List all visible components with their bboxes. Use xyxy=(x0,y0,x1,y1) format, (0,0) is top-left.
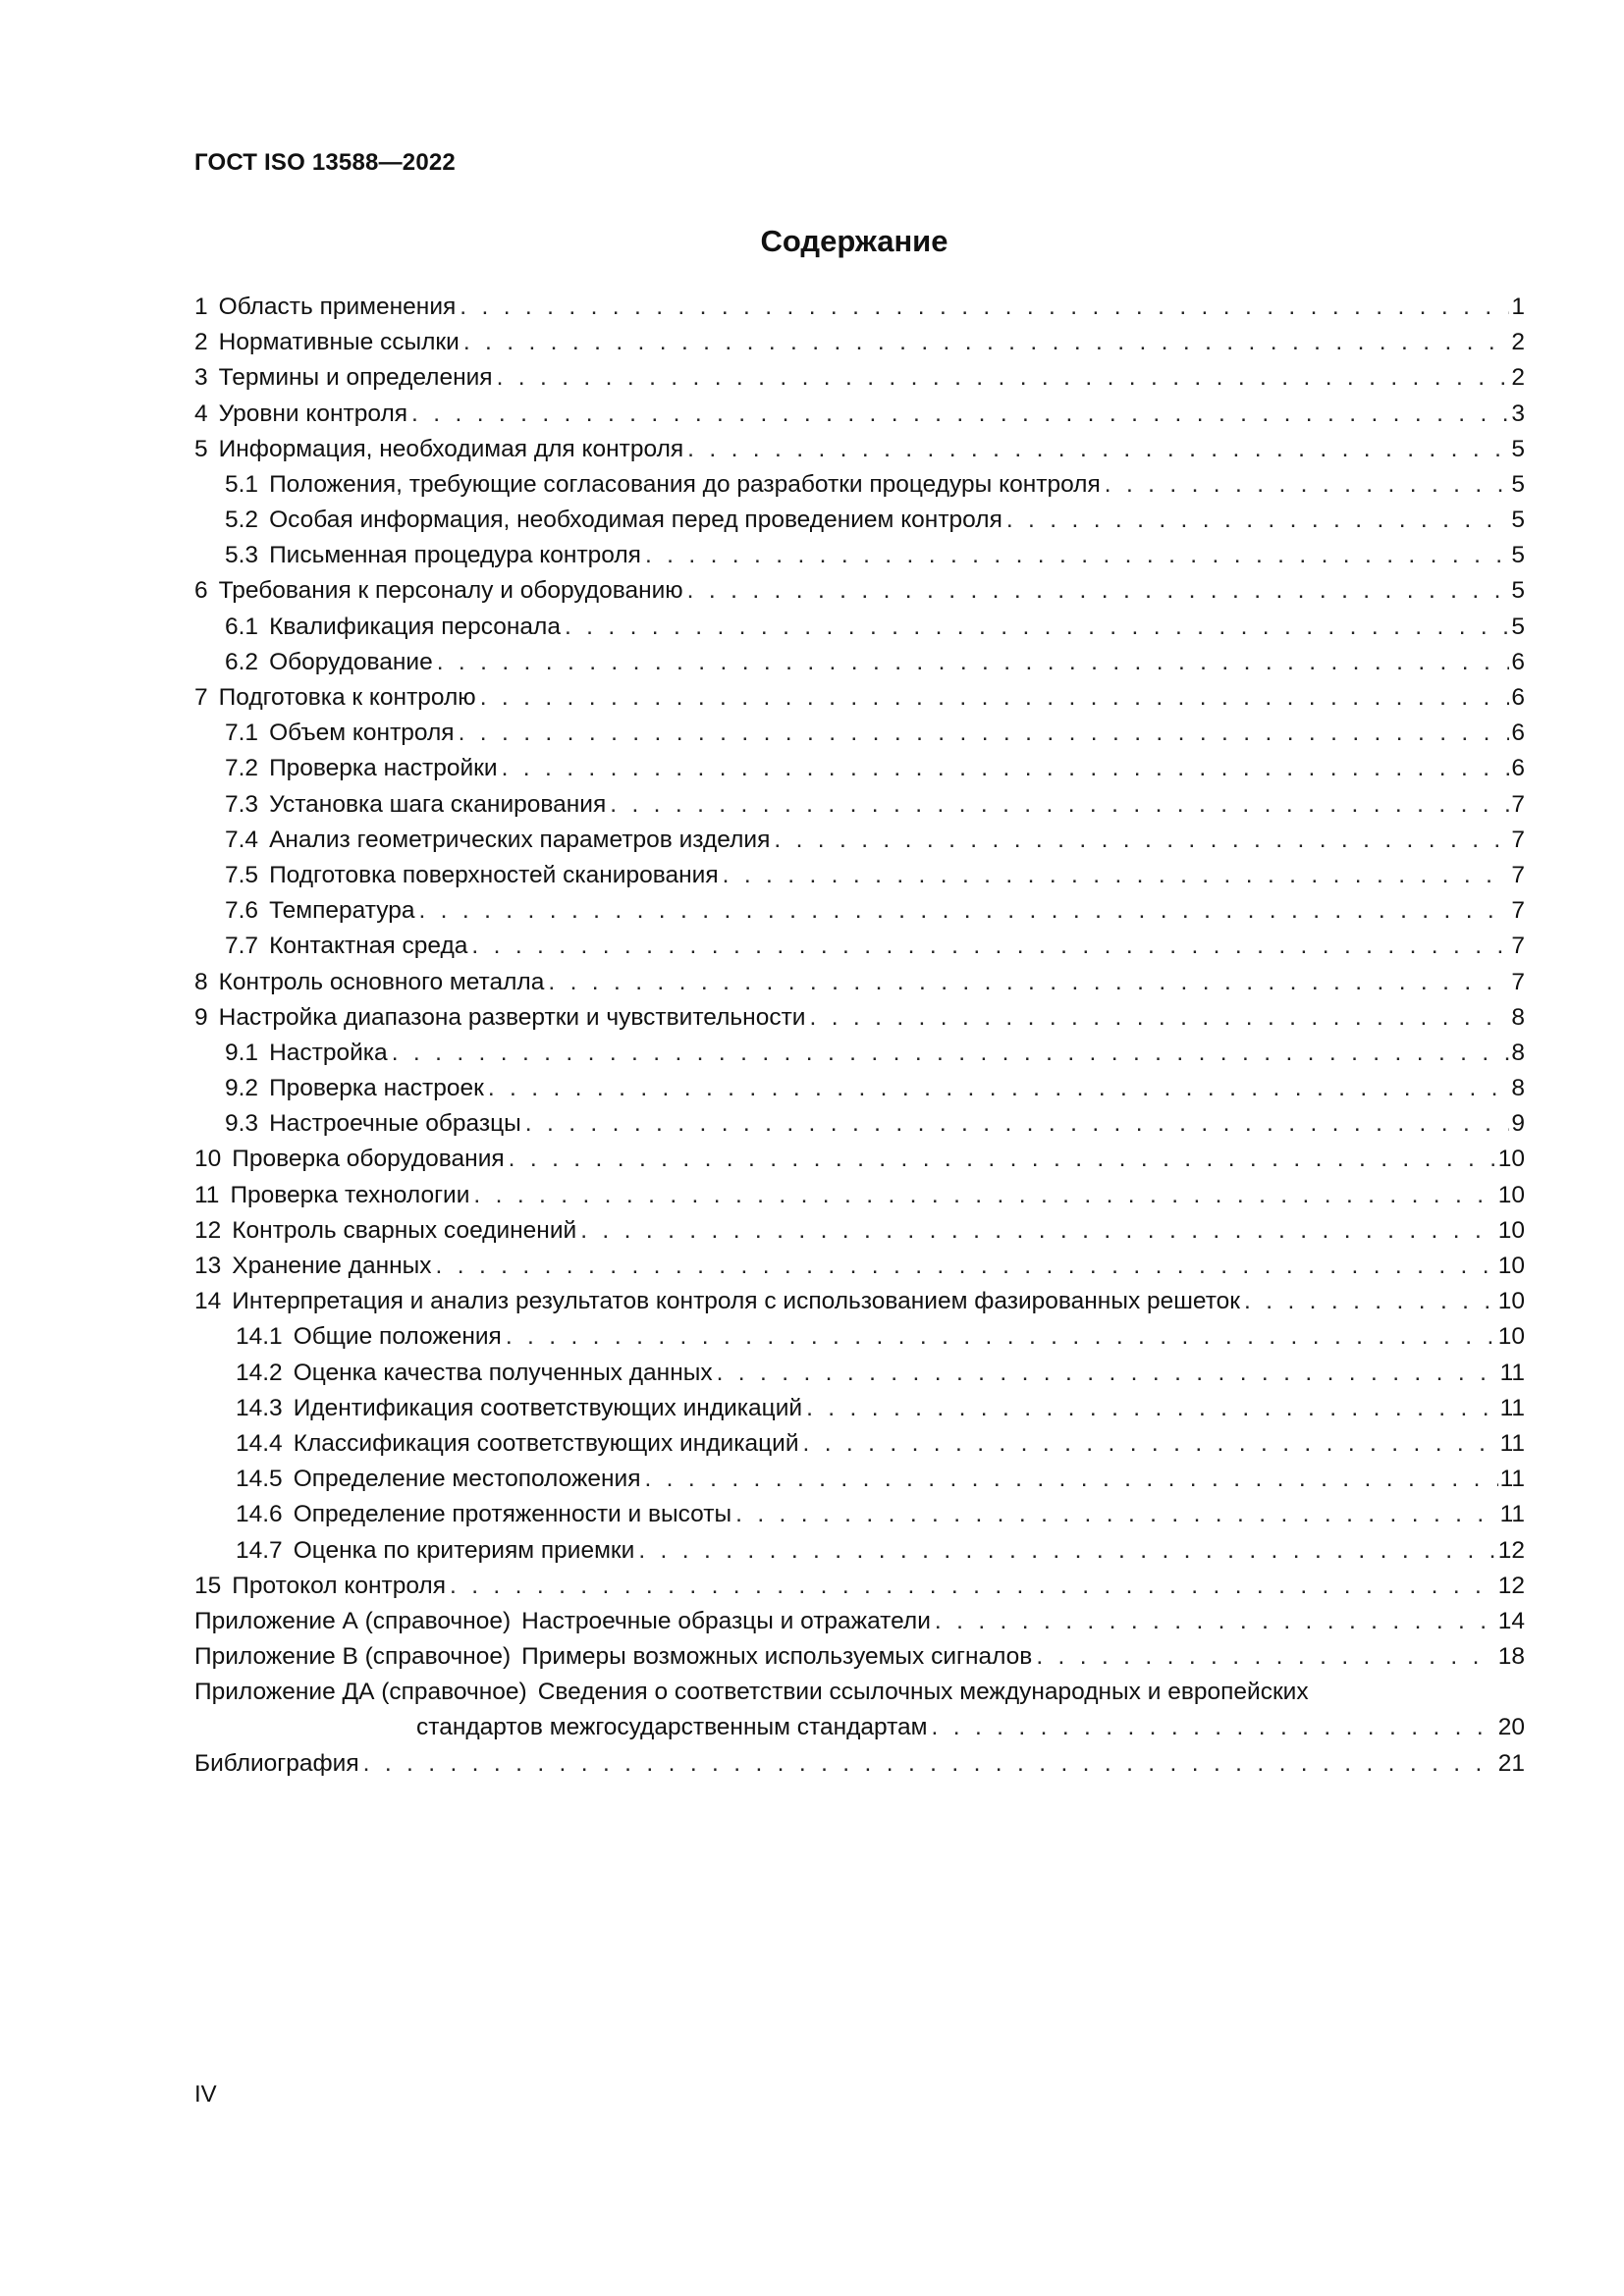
toc-entry-number: 9.3 xyxy=(225,1110,259,1138)
toc-entry-title[interactable]: Определение протяженности и высоты xyxy=(293,1501,732,1528)
dot-leader xyxy=(928,1710,1496,1745)
toc-entry-title[interactable]: Проверка настройки xyxy=(269,755,498,782)
toc-entry-page: 2 xyxy=(1511,364,1525,392)
toc-entry-title[interactable]: Установка шага сканирования xyxy=(269,790,607,818)
toc-entry[interactable] xyxy=(194,1497,1525,1532)
toc-entry-title[interactable]: Контроль основного металла xyxy=(218,968,545,995)
dot-leader xyxy=(713,1356,1498,1391)
dot-leader xyxy=(469,1178,1495,1213)
toc-entry[interactable] xyxy=(194,893,1525,929)
toc-entry[interactable] xyxy=(194,1249,1525,1284)
toc-entry-number: Приложение В (справочное) xyxy=(194,1643,512,1671)
toc-entry-number: 7.3 xyxy=(225,790,259,818)
toc-entry-title[interactable]: Хранение данных xyxy=(232,1253,432,1280)
toc-entry-title[interactable]: Оценка качества полученных данных xyxy=(293,1359,713,1386)
dot-leader xyxy=(802,1391,1497,1426)
toc-entry-title[interactable]: Температура xyxy=(269,897,415,925)
toc-entry-number: 4 xyxy=(194,400,208,427)
toc-entry-number: Приложение ДА (справочное) xyxy=(194,1679,527,1706)
toc-entry-page: 10 xyxy=(1497,1181,1525,1208)
toc-entry-number: 14 xyxy=(194,1288,222,1315)
dot-leader xyxy=(456,290,1509,325)
toc-entry-title[interactable]: Квалификация персонала xyxy=(269,613,561,640)
toc-entry-title[interactable]: Проверка настроек xyxy=(269,1075,484,1102)
toc-entry-title[interactable]: Контроль сварных соединений xyxy=(232,1216,577,1244)
toc-entry-page: 7 xyxy=(1511,897,1525,925)
toc-entry-number: 7.6 xyxy=(225,897,259,925)
toc-entry-number: 1 xyxy=(194,293,208,320)
toc-entry-number: 6 xyxy=(194,577,208,605)
toc-entry-number: 7 xyxy=(194,684,208,712)
toc-entry[interactable] xyxy=(194,1462,1525,1497)
dot-leader xyxy=(606,787,1509,823)
toc-entry[interactable] xyxy=(194,751,1525,786)
toc-entry-page: 11 xyxy=(1499,1466,1525,1493)
toc-entry[interactable] xyxy=(194,680,1525,716)
toc-entry[interactable] xyxy=(194,1356,1525,1391)
dot-leader xyxy=(388,1036,1510,1071)
toc-entry[interactable] xyxy=(194,823,1525,858)
toc-entry-title[interactable]: стандартов межгосударственным стандартам xyxy=(416,1714,928,1741)
toc-entry-page: 7 xyxy=(1511,826,1525,853)
toc-entry-page: 11 xyxy=(1499,1501,1525,1528)
toc-entry-title[interactable]: Проверка технологии xyxy=(230,1181,470,1208)
toc-entry[interactable] xyxy=(194,1319,1525,1355)
toc-entry-page: 5 xyxy=(1511,613,1525,640)
toc-entry-number: 9.2 xyxy=(225,1075,259,1102)
toc-entry-title[interactable]: Сведения о соответствии ссылочных международных и европейских xyxy=(537,1679,1309,1706)
dot-leader xyxy=(683,573,1510,609)
dot-leader xyxy=(467,929,1509,964)
toc-entry-number: 9 xyxy=(194,1003,208,1031)
toc-entry-number: 14.1 xyxy=(236,1323,283,1351)
page-number: IV xyxy=(194,2081,217,2108)
dot-leader xyxy=(476,680,1510,716)
dot-leader xyxy=(359,1746,1496,1782)
toc-entry-page: 1 xyxy=(1511,293,1525,320)
toc-entry-number: 7.1 xyxy=(225,720,259,747)
toc-entry-title[interactable]: Общие положения xyxy=(293,1323,502,1351)
toc-entry[interactable] xyxy=(194,965,1525,1000)
toc-entry-number: 14.7 xyxy=(236,1536,283,1564)
toc-entry[interactable] xyxy=(194,397,1525,432)
toc-entry[interactable] xyxy=(194,1000,1525,1036)
toc-entry-page: 7 xyxy=(1511,968,1525,995)
toc-entry-page: 5 xyxy=(1511,542,1525,569)
dot-leader xyxy=(770,823,1509,858)
toc-entry-title[interactable]: Уровни контроля xyxy=(218,400,408,427)
toc-entry-title[interactable]: Протокол контроля xyxy=(232,1572,446,1599)
toc-entry-title[interactable]: Настроечные образцы и отражатели xyxy=(521,1607,931,1634)
dot-leader xyxy=(521,1106,1510,1142)
toc-entry-number: 7.4 xyxy=(225,826,259,853)
dot-leader xyxy=(455,716,1510,751)
toc-entry[interactable] xyxy=(194,1213,1525,1249)
toc-entry[interactable] xyxy=(194,1036,1525,1071)
toc-entry-page: 7 xyxy=(1511,790,1525,818)
toc-entry-page: 21 xyxy=(1497,1749,1525,1777)
toc-entry-number: 6.2 xyxy=(225,648,259,675)
dot-leader xyxy=(931,1604,1496,1639)
toc-entry-number: 14.5 xyxy=(236,1466,283,1493)
toc-entry-title[interactable]: Особая информация, необходимая перед проведением контроля xyxy=(269,507,1002,534)
toc-entry-page: 5 xyxy=(1511,470,1525,498)
toc-entry-annex-da[interactable] xyxy=(194,1675,1525,1710)
toc-entry[interactable] xyxy=(194,858,1525,893)
toc-entry-title[interactable]: Настройка диапазона развертки и чувствительности xyxy=(218,1003,806,1031)
toc-entry-number: 5.3 xyxy=(225,542,259,569)
toc-entry[interactable] xyxy=(194,1143,1525,1178)
toc-entry-page: 10 xyxy=(1497,1146,1525,1173)
dot-leader xyxy=(1101,467,1510,503)
toc-entry-number: 5.1 xyxy=(225,470,259,498)
toc-entry-page: 7 xyxy=(1511,861,1525,888)
toc-entry-title[interactable]: Подготовка поверхностей сканирования xyxy=(269,861,719,888)
toc-entry-title[interactable]: Требования к персоналу и оборудованию xyxy=(218,577,683,605)
toc-entry-bibliography[interactable] xyxy=(194,1746,1525,1782)
toc-entry-title[interactable]: Примеры возможных используемых сигналов xyxy=(521,1643,1033,1671)
dot-leader xyxy=(634,1533,1495,1569)
toc-entry-page: 20 xyxy=(1497,1714,1525,1741)
toc-entry-title[interactable]: Идентификация соответствующих индикаций xyxy=(293,1394,803,1421)
dot-leader xyxy=(544,965,1509,1000)
toc-entry[interactable] xyxy=(194,325,1525,360)
toc-entry[interactable] xyxy=(194,432,1525,467)
toc-entry[interactable] xyxy=(194,1426,1525,1462)
dot-leader xyxy=(641,538,1509,573)
dot-leader xyxy=(414,893,1509,929)
toc-entry-page: 6 xyxy=(1511,684,1525,712)
toc-entry-title[interactable]: Нормативные ссылки xyxy=(218,329,460,356)
toc-entry-annex-da-continued[interactable] xyxy=(194,1711,1525,1746)
toc-entry-page: 8 xyxy=(1511,1003,1525,1031)
toc-entry-number: 15 xyxy=(194,1572,222,1599)
toc-entry-number: 14.3 xyxy=(236,1394,283,1421)
dot-leader xyxy=(433,645,1510,680)
toc-entry-number: 11 xyxy=(194,1181,220,1208)
toc-entry[interactable] xyxy=(194,1639,1525,1675)
toc-entry[interactable] xyxy=(194,1391,1525,1426)
toc-entry-number: 14.2 xyxy=(236,1359,283,1386)
toc-entry-number: 13 xyxy=(194,1253,222,1280)
toc-entry[interactable] xyxy=(194,1106,1525,1142)
toc-entry-title[interactable]: Оценка по критериям приемки xyxy=(293,1536,635,1564)
toc-entry-title[interactable]: Положения, требующие согласования до разработки процедуры контроля xyxy=(269,470,1101,498)
dot-leader xyxy=(1032,1639,1495,1675)
toc-entry-title[interactable]: Оборудование xyxy=(269,648,433,675)
dot-leader xyxy=(460,325,1510,360)
toc-entry-number: 5 xyxy=(194,435,208,462)
toc-entry[interactable] xyxy=(194,1071,1525,1106)
toc-entry[interactable] xyxy=(194,538,1525,573)
toc-entry[interactable] xyxy=(194,929,1525,964)
table-of-contents xyxy=(194,290,1525,1782)
dot-leader xyxy=(799,1426,1498,1462)
document-code: ГОСТ ISO 13588—2022 xyxy=(194,149,456,176)
toc-entry-title[interactable]: Определение местоположения xyxy=(293,1466,641,1493)
toc-entry-number: 2 xyxy=(194,329,208,356)
toc-entry-page: 14 xyxy=(1497,1607,1525,1634)
toc-entry-title[interactable]: Классификация соответствующих индикаций xyxy=(293,1429,799,1457)
toc-entry[interactable] xyxy=(194,645,1525,680)
toc-entry[interactable] xyxy=(194,1533,1525,1569)
toc-entry-title[interactable]: Информация, необходимая для контроля xyxy=(218,435,684,462)
toc-entry-number: 9.1 xyxy=(225,1039,259,1066)
dot-leader xyxy=(640,1462,1497,1497)
toc-entry-page: 12 xyxy=(1497,1572,1525,1599)
toc-entry-page: 7 xyxy=(1511,933,1525,960)
toc-title: Содержание xyxy=(760,224,948,258)
toc-entry-page: 11 xyxy=(1499,1429,1525,1457)
toc-entry-number: 14.4 xyxy=(236,1429,283,1457)
toc-entry-number: 7.7 xyxy=(225,933,259,960)
toc-entry-page: 5 xyxy=(1511,577,1525,605)
toc-entry-page: 10 xyxy=(1497,1323,1525,1351)
dot-leader xyxy=(505,1142,1496,1177)
toc-entry[interactable] xyxy=(194,716,1525,751)
toc-entry[interactable] xyxy=(194,1284,1525,1319)
toc-entry-page: 8 xyxy=(1511,1039,1525,1066)
dot-leader xyxy=(576,1213,1496,1249)
toc-entry-title[interactable]: Контактная среда xyxy=(269,933,468,960)
toc-entry-title[interactable]: Объем контроля xyxy=(269,720,455,747)
toc-entry[interactable] xyxy=(194,574,1525,610)
toc-entry-page: 6 xyxy=(1511,648,1525,675)
toc-entry-title[interactable]: Интерпретация и анализ результатов контроля с использованием фазированных решеток xyxy=(232,1288,1241,1315)
toc-entry[interactable] xyxy=(194,290,1525,325)
dot-leader xyxy=(1002,503,1510,538)
toc-entry-number: 6.1 xyxy=(225,613,259,640)
dot-leader xyxy=(805,1000,1509,1036)
toc-entry-number: 12 xyxy=(194,1216,222,1244)
toc-entry[interactable] xyxy=(194,503,1525,538)
toc-entry[interactable] xyxy=(194,1604,1525,1639)
toc-entry-number: 10 xyxy=(194,1146,222,1173)
toc-entry-title[interactable]: Анализ геометрических параметров изделия xyxy=(269,826,771,853)
toc-entry-number: Приложение А (справочное) xyxy=(194,1607,512,1634)
toc-entry-title[interactable]: Подготовка к контролю xyxy=(218,684,476,712)
dot-leader xyxy=(731,1497,1497,1532)
toc-entry-title[interactable]: Настройка xyxy=(269,1039,388,1066)
toc-entry-page: 10 xyxy=(1497,1253,1525,1280)
toc-entry-page: 6 xyxy=(1511,755,1525,782)
dot-leader xyxy=(484,1071,1510,1106)
dot-leader xyxy=(683,432,1509,467)
dot-leader xyxy=(432,1249,1496,1284)
dot-leader xyxy=(446,1569,1496,1604)
dot-leader xyxy=(719,858,1510,893)
toc-entry-title[interactable]: Термины и определения xyxy=(218,364,493,392)
toc-entry-page: 5 xyxy=(1511,507,1525,534)
dot-leader xyxy=(1240,1284,1496,1319)
toc-entry-page: 11 xyxy=(1499,1359,1525,1386)
toc-entry-page: 10 xyxy=(1497,1216,1525,1244)
toc-entry-page: 11 xyxy=(1499,1394,1525,1421)
dot-leader xyxy=(493,360,1510,396)
toc-entry-title[interactable]: Настроечные образцы xyxy=(269,1110,521,1138)
dot-leader xyxy=(561,610,1509,645)
toc-entry-page: 18 xyxy=(1497,1643,1525,1671)
toc-entry-title[interactable]: Область применения xyxy=(218,293,457,320)
dot-leader xyxy=(407,397,1509,432)
toc-entry[interactable] xyxy=(194,787,1525,823)
dot-leader xyxy=(502,1319,1496,1355)
toc-entry-number: 8 xyxy=(194,968,208,995)
toc-entry-title[interactable]: Библиография xyxy=(194,1749,359,1777)
toc-entry-page: 2 xyxy=(1511,329,1525,356)
toc-entry-number: 3 xyxy=(194,364,208,392)
toc-entry-number: 7.5 xyxy=(225,861,259,888)
toc-entry-number: 7.2 xyxy=(225,755,259,782)
toc-entry-number: 14.6 xyxy=(236,1501,283,1528)
toc-entry-page: 8 xyxy=(1511,1075,1525,1102)
toc-entry[interactable] xyxy=(194,467,1525,503)
toc-entry-page: 9 xyxy=(1511,1110,1525,1138)
toc-entry-page: 12 xyxy=(1497,1536,1525,1564)
toc-entry[interactable] xyxy=(194,360,1525,396)
dot-leader xyxy=(498,751,1510,786)
toc-entry-page: 6 xyxy=(1511,720,1525,747)
toc-entry-title[interactable]: Проверка оборудования xyxy=(232,1146,505,1173)
toc-entry-page: 10 xyxy=(1497,1288,1525,1315)
toc-entry[interactable] xyxy=(194,610,1525,645)
toc-entry-title[interactable]: Письменная процедура контроля xyxy=(269,542,641,569)
toc-entry-page: 5 xyxy=(1511,435,1525,462)
toc-entry[interactable] xyxy=(194,1178,1525,1213)
toc-entry-number: 5.2 xyxy=(225,507,259,534)
toc-entry-page: 3 xyxy=(1511,400,1525,427)
toc-entry[interactable] xyxy=(194,1569,1525,1604)
